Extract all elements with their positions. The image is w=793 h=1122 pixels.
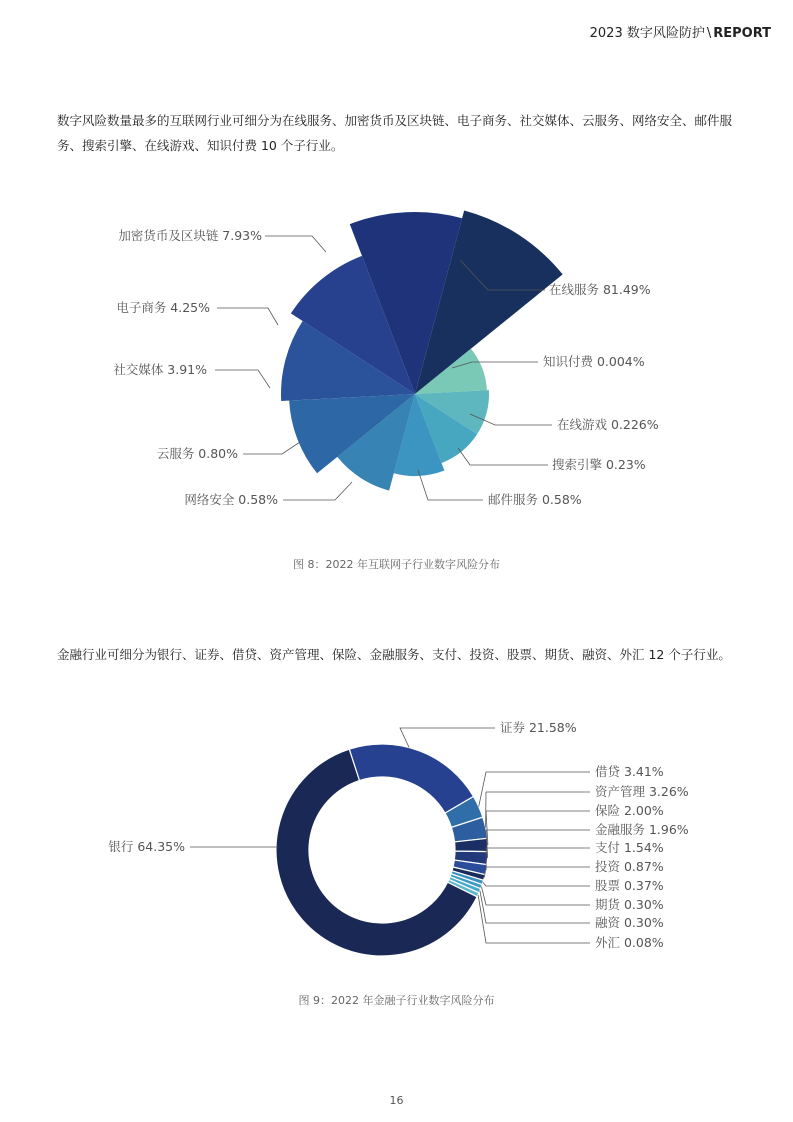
rose-leader-line bbox=[283, 482, 352, 500]
donut-slice-label: 金融服务 1.96% bbox=[595, 822, 689, 837]
report-brand: REPORT bbox=[713, 26, 771, 41]
donut-slice-label: 股票 0.37% bbox=[595, 878, 664, 893]
page-number: 16 bbox=[389, 1094, 404, 1107]
donut-leader-line bbox=[480, 891, 590, 923]
rose-slice-label: 云服务 0.80% bbox=[156, 446, 238, 461]
rose-slice-label: 知识付费 0.004% bbox=[543, 354, 645, 369]
finance-donut-chart bbox=[0, 700, 793, 980]
report-header-title: 2023 数字风险防护 bbox=[589, 26, 705, 41]
donut-leader-line bbox=[486, 830, 590, 858]
donut-leader-line bbox=[486, 848, 590, 870]
donut-slice-label: 投资 0.87% bbox=[595, 859, 664, 874]
rose-leader-line bbox=[217, 308, 278, 325]
internet-rose-chart bbox=[0, 180, 793, 550]
finance-paragraph: 金融行业可细分为银行、证券、借贷、资产管理、保险、金融服务、支付、投资、股票、期货、融资、外汇 12 个子行业。 bbox=[57, 647, 731, 662]
donut-leader-line bbox=[478, 895, 590, 943]
donut-slice-label: 证券 21.58% bbox=[500, 720, 577, 735]
rose-slice-label: 网络安全 0.58% bbox=[184, 492, 278, 507]
donut-slice-label: 融资 0.30% bbox=[595, 915, 664, 930]
donut-slice-label: 支付 1.54% bbox=[595, 840, 664, 855]
donut-slice-label: 保险 2.00% bbox=[595, 803, 664, 818]
donut-leader-line bbox=[479, 772, 590, 807]
rose-slice-label: 社交媒体 3.91% bbox=[113, 362, 207, 377]
rose-slice-label: 邮件服务 0.58% bbox=[488, 492, 582, 507]
rose-slice-label: 电子商务 4.25% bbox=[116, 300, 210, 315]
figure-8-caption: 图 8：2022 年互联网子行业数字风险分布 bbox=[293, 558, 500, 571]
rose-slice-label: 搜索引擎 0.23% bbox=[552, 457, 646, 472]
rose-slice-label: 加密货币及区块链 7.93% bbox=[118, 228, 262, 243]
donut-slice-label: 资产管理 3.26% bbox=[595, 784, 689, 799]
donut-slice-label: 外汇 0.08% bbox=[595, 935, 664, 950]
rose-slice-label: 在线服务 81.49% bbox=[549, 282, 651, 297]
rose-leader-line bbox=[265, 236, 326, 252]
internet-paragraph: 数字风险数量最多的互联网行业可细分为在线服务、加密货币及区块链、电子商务、社交媒体、云服务、网络安全、邮件服务、搜索引擎、在线游戏、知识付费 10 个子行业。 bbox=[57, 113, 733, 153]
rose-leader-line bbox=[458, 448, 548, 465]
donut-leader-line bbox=[400, 728, 495, 748]
rose-leader-line bbox=[243, 442, 300, 454]
figure-9-caption: 图 9：2022 年金融子行业数字风险分布 bbox=[298, 994, 495, 1007]
donut-leader-line bbox=[484, 867, 590, 878]
donut-leader-line bbox=[486, 811, 590, 845]
donut-leader-line bbox=[482, 887, 591, 905]
donut-slice-0 bbox=[349, 744, 473, 813]
rose-leader-line bbox=[215, 370, 270, 388]
header-separator: \ bbox=[706, 26, 712, 41]
donut-leader-line bbox=[483, 882, 590, 886]
rose-slice-label: 在线游戏 0.226% bbox=[557, 417, 659, 432]
donut-slice-label: 期货 0.30% bbox=[595, 897, 664, 912]
report-header bbox=[590, 22, 771, 41]
donut-leader-line bbox=[486, 792, 590, 828]
donut-slice-label: 银行 64.35% bbox=[108, 839, 185, 854]
donut-slice-label: 借贷 3.41% bbox=[595, 764, 664, 779]
